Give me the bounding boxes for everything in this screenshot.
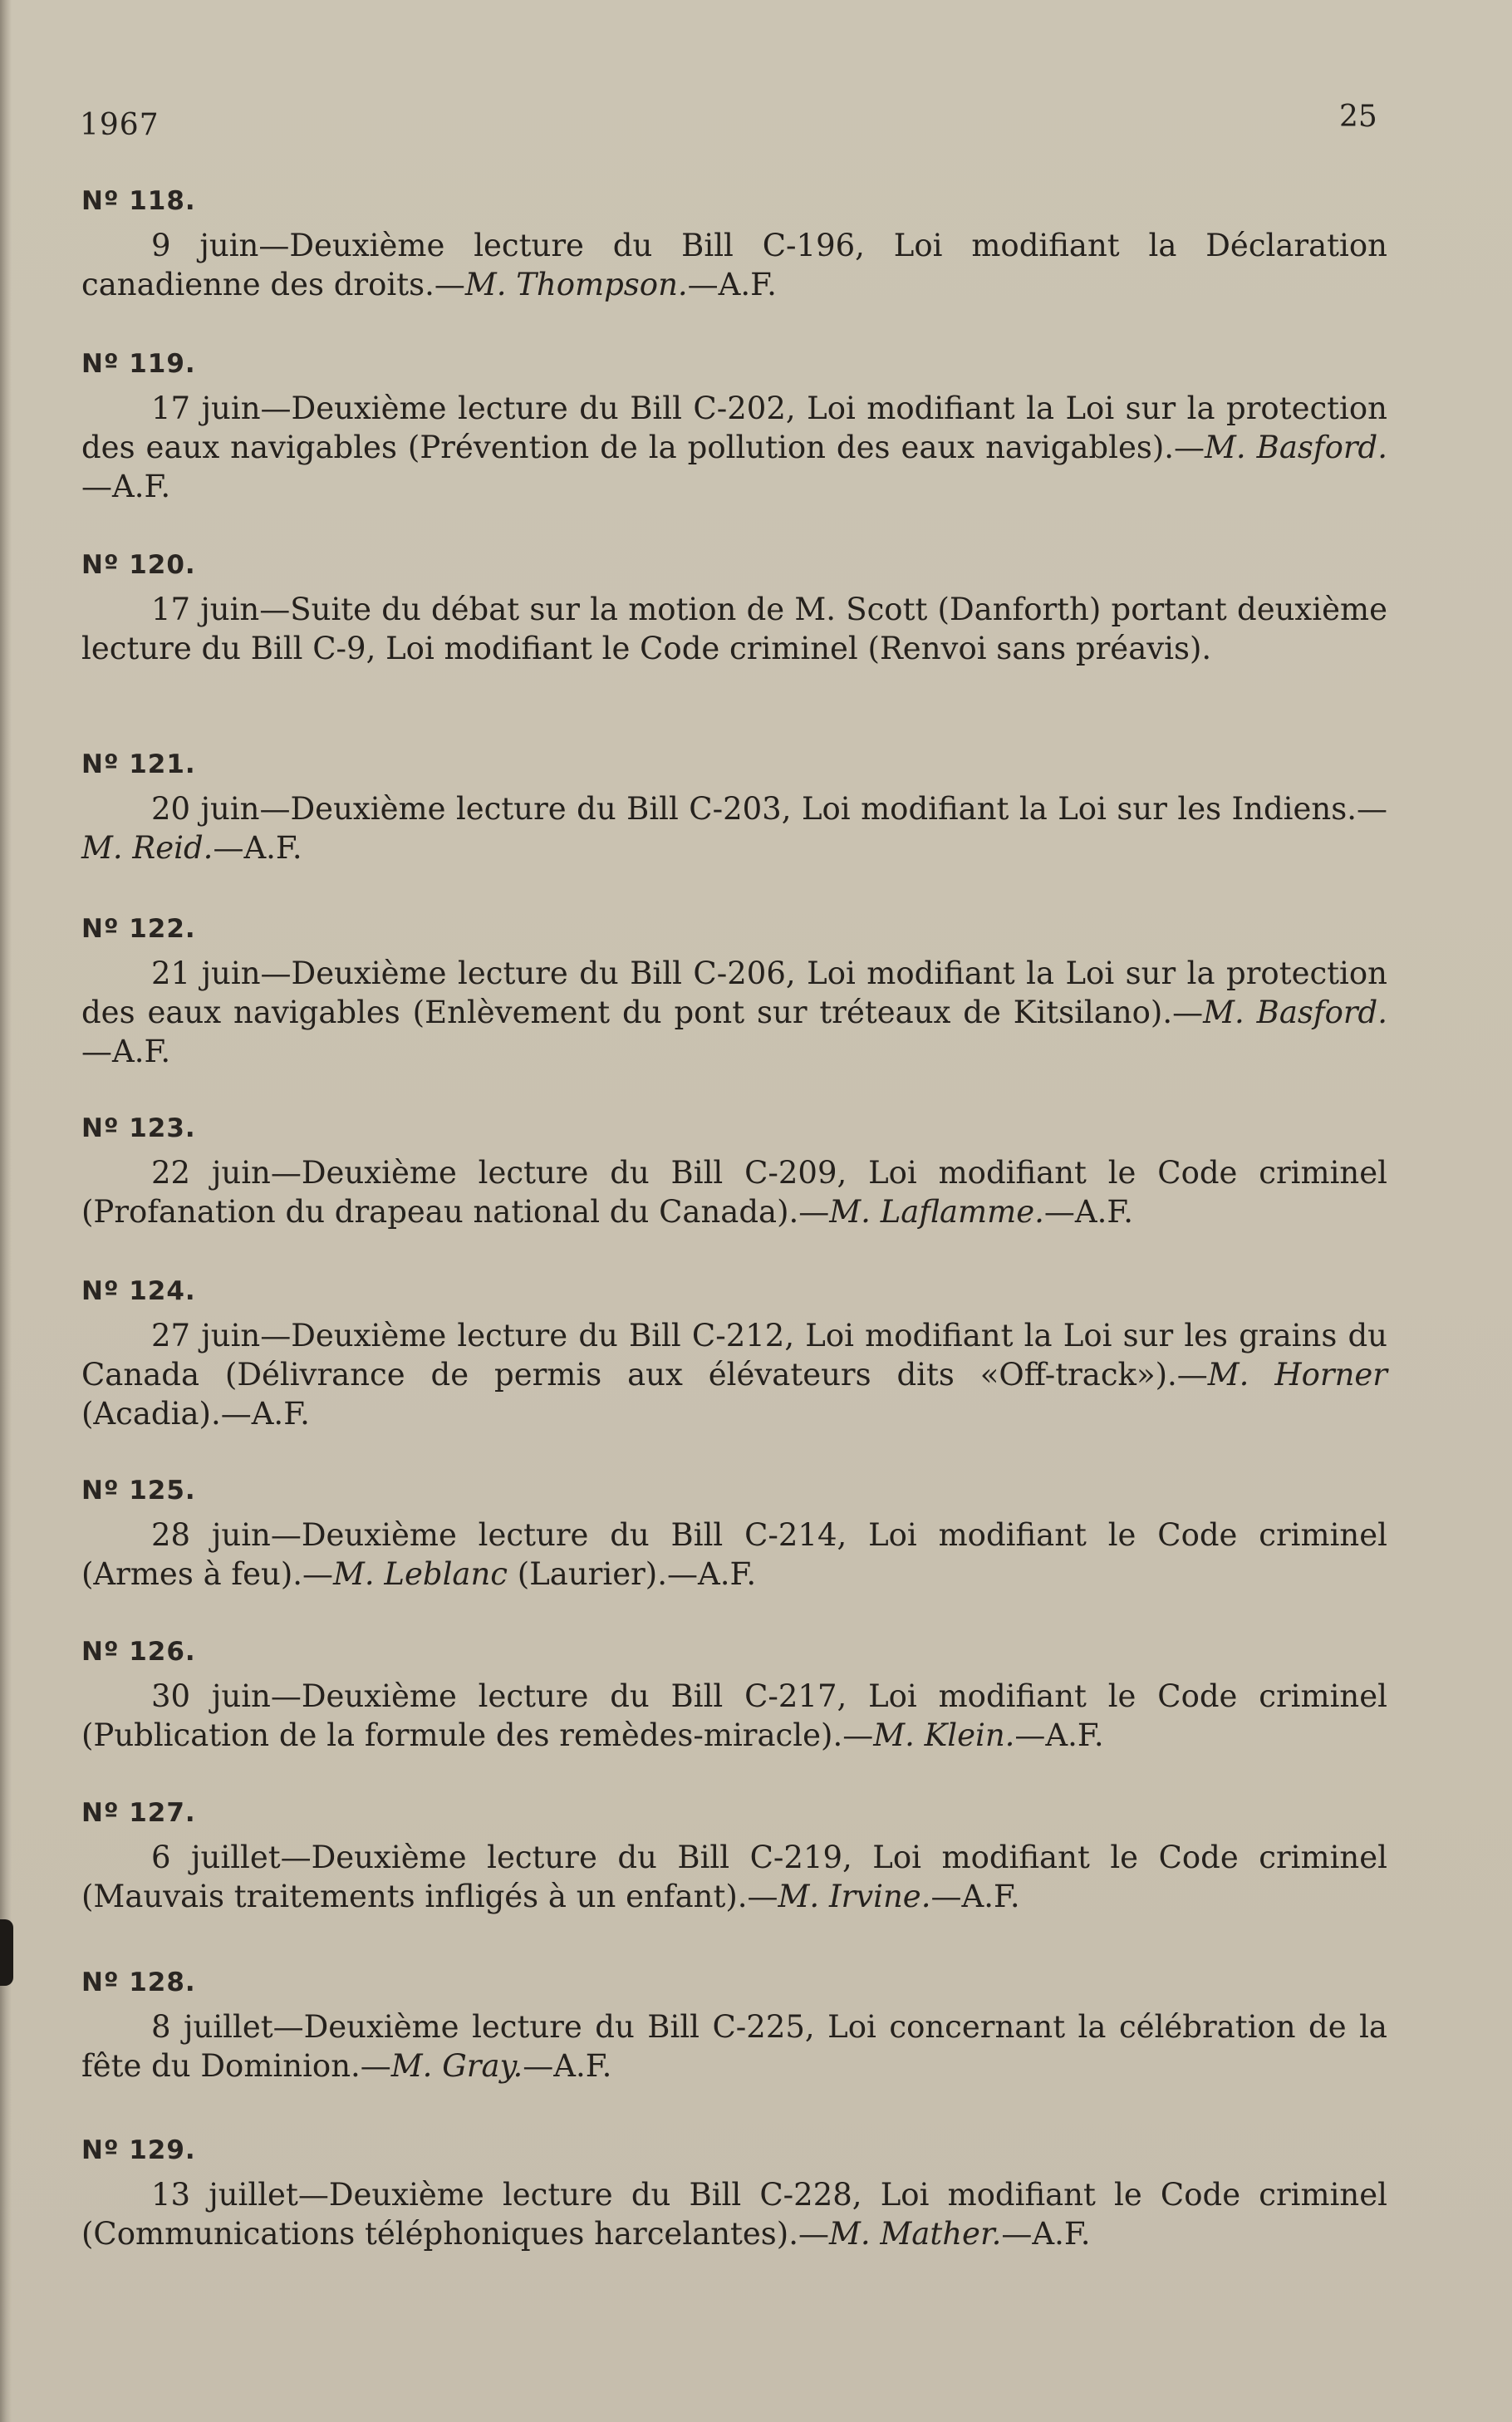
entry-date: 6 juillet — [151, 1840, 281, 1875]
entry-number: Nº 122. — [81, 914, 196, 944]
entry-body: Suite du débat sur la motion de M. Scott (Danforth) portant deuxième lecture du Bill C-9, Loi modifiant le Code criminel (Renvoi sans préavis). — [81, 592, 1387, 666]
entry-body: Deuxième lecture du Bill C-209, Loi modifiant le Code criminel (Profanation du drapeau national du Canada).— — [81, 1155, 1387, 1230]
entry-author: M. Klein. — [873, 1717, 1015, 1753]
entry-text — [81, 1516, 1387, 1594]
entry-122 — [81, 912, 1387, 1071]
entry-text — [81, 789, 1387, 867]
entry-number: Nº 126. — [81, 1637, 196, 1667]
entry-128 — [81, 1966, 1387, 2085]
entry-author: M. Reid. — [81, 830, 214, 866]
entry-separator: — — [259, 791, 291, 827]
entry-text — [81, 1677, 1387, 1755]
entry-129 — [81, 2134, 1387, 2253]
entry-body: Deuxième lecture du Bill C-203, Loi modifiant la Loi sur les Indiens.— — [290, 791, 1387, 827]
entry-separator: — — [270, 1678, 302, 1714]
entry-text — [81, 2007, 1387, 2085]
entry-121 — [81, 748, 1387, 867]
entry-suffix: —A.F. — [1001, 2216, 1091, 2252]
entry-number: Nº 123. — [81, 1113, 196, 1143]
page-number: 25 — [1339, 100, 1377, 134]
entry-118 — [81, 184, 1387, 304]
entry-120 — [81, 548, 1387, 668]
entry-author: M. Leblanc — [333, 1556, 508, 1592]
entry-date: 28 juin — [151, 1517, 271, 1553]
entry-author: M. Irvine. — [778, 1879, 931, 1914]
entry-127 — [81, 1796, 1387, 1916]
entry-suffix: —A.F. — [81, 1034, 171, 1069]
entry-123 — [81, 1112, 1387, 1231]
entry-separator: — — [260, 1318, 292, 1353]
entry-date: 27 juin — [151, 1318, 261, 1353]
entry-suffix: —A.F. — [687, 267, 777, 302]
entry-number: Nº 127. — [81, 1798, 196, 1828]
entry-text — [81, 954, 1387, 1071]
entry-date: 30 juin — [151, 1678, 271, 1714]
entry-separator: — — [280, 1840, 312, 1875]
entry-suffix: (Laurier).—A.F. — [508, 1556, 757, 1592]
entry-number: Nº 125. — [81, 1476, 196, 1506]
entry-119 — [81, 347, 1387, 506]
entry-body: Deuxième lecture du Bill C-217, Loi modifiant le Code criminel (Publication de la formule des remèdes-miracle).— — [81, 1678, 1387, 1753]
entry-body: Deuxième lecture du Bill C-202, Loi modifiant la Loi sur la protection des eaux navigables (Prévention de la pollution des eaux navigables).— — [81, 391, 1387, 465]
entry-body: Deuxième lecture du Bill C-214, Loi modifiant le Code criminel (Armes à feu).— — [81, 1517, 1387, 1592]
entry-author: M. Laflamme. — [829, 1194, 1044, 1230]
entry-number: Nº 124. — [81, 1276, 196, 1306]
entry-body: Deuxième lecture du Bill C-196, Loi modifiant la Déclaration canadienne des droits.— — [81, 228, 1387, 302]
entry-body: Deuxième lecture du Bill C-219, Loi modifiant le Code criminel (Mauvais traitements infligés à un enfant).— — [81, 1840, 1387, 1914]
entry-separator: — — [270, 1517, 302, 1553]
entry-separator: — — [260, 956, 292, 991]
entry-text — [81, 226, 1387, 304]
entry-separator: — — [270, 1155, 302, 1191]
entry-author: M. Thompson. — [464, 267, 688, 302]
entry-number: Nº 118. — [81, 186, 196, 216]
entry-text — [81, 1153, 1387, 1231]
entry-text — [81, 2175, 1387, 2253]
entry-body: Deuxième lecture du Bill C-206, Loi modifiant la Loi sur la protection des eaux navigables (Enlèvement du pont sur tréteaux de Kitsilano).— — [81, 956, 1387, 1030]
entry-number: Nº 119. — [81, 349, 196, 379]
entry-date: 17 juin — [151, 391, 261, 426]
entry-text — [81, 1316, 1387, 1433]
entry-number: Nº 128. — [81, 1968, 196, 1997]
entry-author: M. Horner — [1207, 1357, 1387, 1393]
entry-suffix: —A.F. — [1014, 1717, 1104, 1753]
entry-text — [81, 389, 1387, 506]
entry-suffix: (Acadia).—A.F. — [81, 1396, 310, 1432]
entry-author: M. Gray. — [390, 2048, 523, 2084]
entry-text — [81, 590, 1387, 668]
entry-body: Deuxième lecture du Bill C-225, Loi concernant la célébration de la fête du Dominion.— — [81, 2009, 1387, 2084]
entry-125 — [81, 1474, 1387, 1594]
entry-date: 17 juin — [151, 592, 260, 627]
entry-body: Deuxième lecture du Bill C-228, Loi modifiant le Code criminel (Communications téléphoniques harcelantes).— — [81, 2177, 1387, 2252]
entry-date: 13 juillet — [151, 2177, 298, 2213]
entry-text — [81, 1838, 1387, 1916]
entry-124 — [81, 1275, 1387, 1433]
entry-date: 8 juillet — [151, 2009, 273, 2045]
entry-separator: — — [258, 228, 290, 263]
entry-suffix: —A.F. — [1043, 1194, 1134, 1230]
entry-author: M. Mather. — [829, 2216, 1002, 2252]
entry-suffix: —A.F. — [213, 830, 302, 866]
entry-author: M. Basford. — [1205, 430, 1388, 465]
entry-body: Deuxième lecture du Bill C-212, Loi modifiant la Loi sur les grains du Canada (Délivrance de permis aux élévateurs dits «Off-track»).— — [81, 1318, 1388, 1393]
entry-date: 21 juin — [151, 956, 261, 991]
entry-date: 9 juin — [151, 228, 259, 263]
entry-suffix: —A.F. — [523, 2048, 612, 2084]
entry-date: 22 juin — [151, 1155, 271, 1191]
header-year: 1967 — [80, 108, 160, 142]
entry-126 — [81, 1635, 1387, 1755]
entry-number: Nº 129. — [81, 2135, 196, 2165]
entry-separator: — — [272, 2009, 304, 2045]
entry-separator: — — [297, 2177, 329, 2213]
entry-number: Nº 121. — [81, 749, 196, 779]
entry-separator: — — [259, 592, 291, 627]
entry-author: M. Basford. — [1203, 995, 1388, 1030]
entry-date: 20 juin — [151, 791, 260, 827]
entry-separator: — — [260, 391, 292, 426]
entry-suffix: —A.F. — [81, 469, 171, 504]
entry-number: Nº 120. — [81, 550, 196, 580]
entry-suffix: —A.F. — [930, 1879, 1020, 1914]
